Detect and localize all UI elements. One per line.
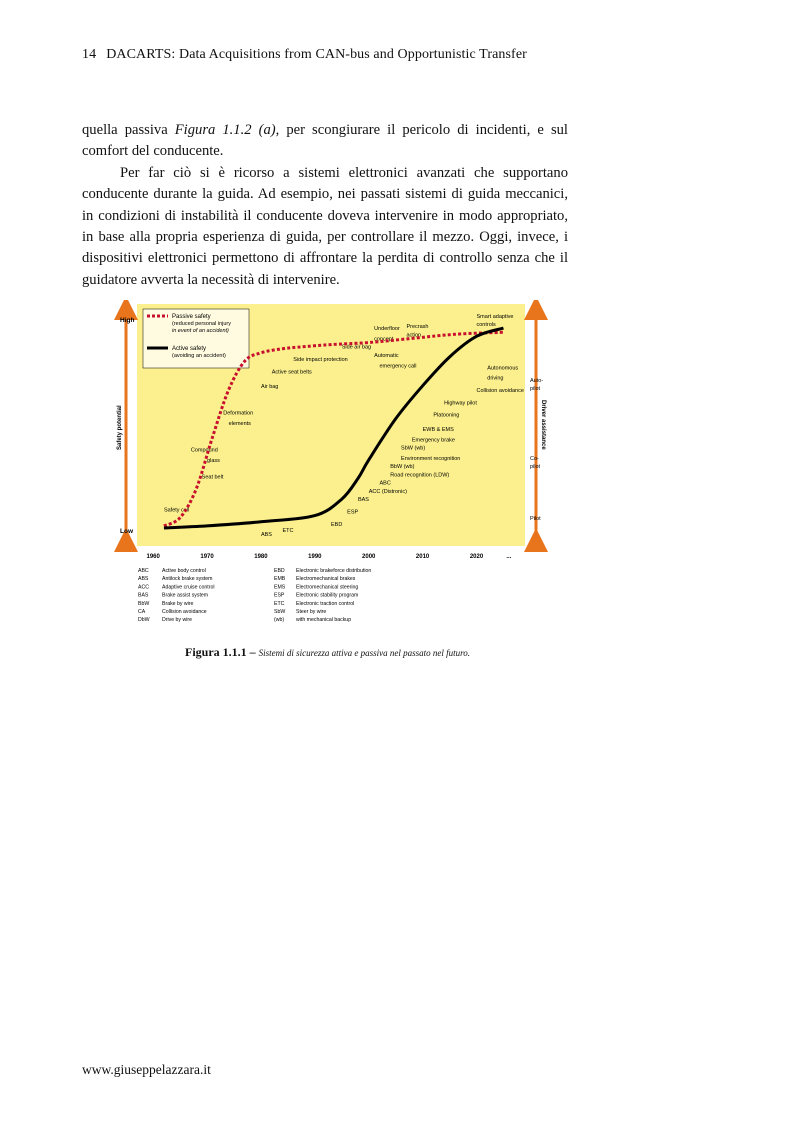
passive-label-8: Side impact protection — [293, 357, 348, 364]
x-tick-label: 1980 — [254, 554, 268, 560]
passive-label-6: Air bag — [260, 383, 279, 390]
abbr-code: EMS — [274, 584, 286, 591]
figure-reference: Figura 1.1.2 (a) — [174, 122, 276, 138]
abbr-code: ABC — [138, 568, 149, 574]
caption-text: Sistemi di sicurezza attiva e passiva nel passato nel futuro. — [258, 648, 470, 658]
active-label-13: Platooning — [433, 412, 460, 419]
active-label-1: ETC — [282, 528, 294, 535]
active-label-10: SbW (wb) — [401, 445, 426, 452]
legend-passive-desc-1: (reduced personal injury — [172, 321, 232, 327]
abbr-definition: Electromechanical brakes — [296, 576, 356, 583]
abbr-code: (wb) — [274, 617, 285, 624]
abbr-code: CA — [138, 609, 146, 615]
page-number: 14 — [82, 47, 97, 62]
passive-label-2: Compound — [190, 447, 218, 454]
x-tick-label: 2010 — [415, 554, 430, 560]
abbr-definition: Electromechanical steering — [296, 584, 359, 591]
passive-label-13: emergency call — [379, 363, 417, 370]
caption-label: Figura 1.1.1 – — [185, 645, 259, 659]
legend-active-desc-1: (avoiding an accident) — [172, 353, 226, 359]
passive-label-4: Deformation — [223, 410, 254, 417]
abbr-code: ABS — [138, 576, 149, 583]
passive-label-5: elements — [228, 420, 251, 427]
safety-systems-chart — [110, 300, 554, 660]
active-label-16: Autonomous — [487, 365, 519, 372]
abbr-code: BAS — [138, 592, 149, 599]
abbr-definition: Drive by wire — [162, 617, 192, 624]
x-tick-label: 1960 — [146, 554, 160, 560]
abbr-definition: Steer by wire — [296, 609, 327, 615]
legend-active-name: Active safety — [172, 346, 207, 352]
x-tick-label: 2020 — [469, 554, 484, 560]
y2-level-copilot-a: Co- — [530, 456, 539, 462]
y-axis-label: Safety potential — [117, 405, 123, 450]
legend-passive-desc-2: in event of an accident) — [172, 328, 229, 334]
x-tick-label: ... — [506, 554, 512, 560]
abbr-definition: Adaptive cruise control — [162, 584, 215, 591]
active-label-0: ABS — [260, 532, 272, 539]
abbr-code: EBD — [274, 568, 285, 574]
y-level-high: High — [120, 317, 135, 324]
abbr-definition: Electronic stability program — [296, 592, 359, 599]
abbr-definition: Active body control — [162, 568, 206, 574]
abbr-definition: Electronic traction control — [296, 600, 355, 607]
active-label-2: EBD — [331, 521, 343, 528]
passive-label-7: Active seat belts — [271, 369, 312, 376]
active-label-15: Collision avoidance — [476, 387, 524, 394]
paragraph-1: quella passiva Figura 1.1.2 (a), per scongiurare il pericolo di incidenti, e sul comfort del conducente. — [82, 122, 568, 160]
abbr-code: BbW — [138, 600, 150, 607]
passive-label-15: action — [406, 332, 422, 339]
paragraph-2: Per far ciò si è ricorso a sistemi elettronici avanzati che supportano conducente durante la guida. Ad esempio, nei passati sistemi di guida meccanici, in condizioni di instabilità il conducente doveva intervenire in modo appropriato, in base alla propria esperienza di guida, per controllare il mezzo. Oggi, invece, i dispositivi elettronici permettono di affrontare la perdita di controllo senza che il guidatore avverta la necessità di intervenire. — [82, 164, 568, 288]
active-label-14: Highway pilot — [444, 400, 477, 407]
abbr-definition: Brake assist system — [162, 592, 209, 599]
passive-label-17: controls — [476, 322, 496, 329]
active-label-3: ESP — [347, 509, 359, 516]
active-label-11: Emergency brake — [411, 437, 455, 444]
abbr-code: ETC — [274, 600, 285, 607]
abbr-code: ACC — [138, 584, 149, 591]
passive-label-1: Seat belt — [201, 474, 224, 481]
active-label-17: driving — [487, 375, 504, 382]
body-text — [82, 120, 568, 291]
y2-level-autopilot-b: pilot — [530, 386, 541, 392]
x-tick-label: 2000 — [362, 554, 376, 560]
passive-label-12: Automatic — [374, 352, 399, 359]
legend — [143, 309, 249, 368]
passive-label-11: concept — [374, 336, 394, 343]
active-label-9: Environment recognition — [401, 455, 461, 462]
header-title: DACARTS: Data Acquisitions from CAN-bus and Opportunistic Transfer — [106, 47, 527, 62]
y2-axis-label: Driver assistance — [540, 400, 546, 450]
y2-level-pilot: Pilot — [530, 516, 541, 522]
passive-label-16: Smart adaptive — [476, 313, 514, 320]
passive-label-14: Precrash — [406, 324, 429, 331]
abbr-code: SbW — [274, 609, 286, 615]
active-label-7: Road recognition (LDW) — [390, 472, 450, 479]
active-label-5: ACC (Distronic) — [368, 488, 407, 495]
abbr-definition: Antilock brake system — [162, 576, 213, 583]
y-level-low: Low — [120, 528, 133, 535]
x-tick-label: 1990 — [308, 554, 322, 560]
active-label-8: BbW (wb) — [390, 464, 415, 471]
y2-level-copilot-b: pilot — [530, 464, 541, 470]
abbr-code: ESP — [274, 592, 285, 599]
active-label-6: ABC — [379, 480, 391, 487]
footer-url[interactable]: www.giuseppelazzara.it — [82, 1062, 211, 1077]
abbr-code: DbW — [138, 617, 150, 624]
legend-passive-name: Passive safety — [172, 314, 211, 320]
x-tick-label: 1970 — [200, 554, 214, 560]
abbr-definition: Collision avoidance — [162, 609, 207, 615]
abbr-definition: Brake by wire — [162, 600, 194, 607]
passive-label-0: Safety cell — [163, 507, 190, 514]
passive-label-9: Side air bag — [341, 344, 372, 351]
abbr-code: EMB — [274, 576, 286, 583]
abbr-definition: Electronic brakeforce distribution — [296, 568, 372, 574]
active-label-12: EWB & EMS — [422, 427, 454, 434]
running-header — [82, 47, 527, 63]
abbr-definition: with mechanical backup — [296, 617, 352, 624]
active-label-4: BAS — [357, 497, 369, 504]
figure-caption — [185, 645, 470, 660]
y2-level-autopilot-a: Auto- — [530, 378, 544, 384]
passive-label-10: Underfloor — [374, 326, 400, 333]
passive-label-3: glass — [207, 458, 220, 465]
